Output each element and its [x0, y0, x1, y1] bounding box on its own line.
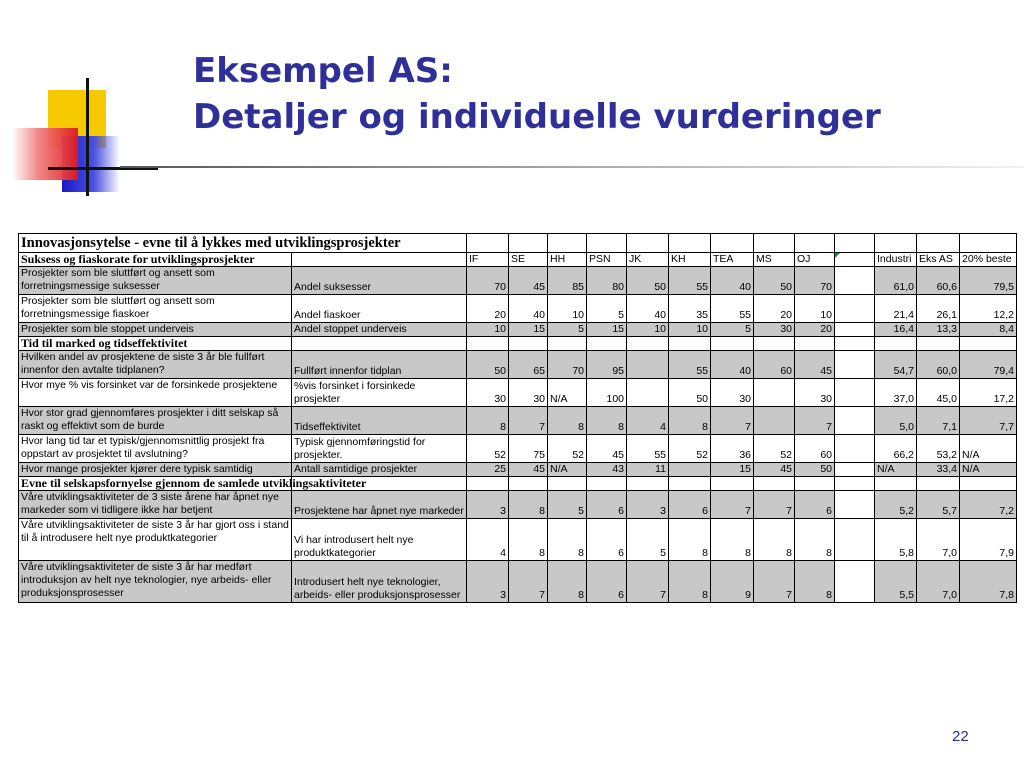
- bench-value-cell: 13,3: [917, 323, 960, 337]
- column-header: TEA: [711, 253, 754, 267]
- empty-cell: [835, 234, 875, 253]
- empty-cell: [587, 337, 627, 351]
- column-header: PSN: [587, 253, 627, 267]
- empty-cell: [711, 337, 754, 351]
- empty-cell: [960, 337, 1017, 351]
- empty-cell: [795, 477, 835, 491]
- slide-title-line2: Detaljer og individuelle vurderinger: [193, 97, 881, 137]
- bench-value-cell: 54,7: [875, 351, 917, 379]
- column-header: SE: [509, 253, 548, 267]
- value-cell: 60: [754, 351, 795, 379]
- value-cell: 8: [669, 407, 711, 435]
- value-cell: 50: [754, 267, 795, 295]
- value-cell: 15: [587, 323, 627, 337]
- bench-value-cell: 79,5: [960, 267, 1017, 295]
- separator-cell: [835, 407, 875, 435]
- separator-cell: [835, 267, 875, 295]
- value-cell: 36: [711, 435, 754, 463]
- value-cell: 30: [795, 379, 835, 407]
- section-header-row: [19, 337, 1017, 351]
- value-cell: 8: [467, 407, 509, 435]
- empty-cell: [669, 337, 711, 351]
- measure-cell: Typisk gjennomføringstid for prosjekter.: [292, 435, 467, 463]
- value-cell: 75: [509, 435, 548, 463]
- empty-cell: [509, 337, 548, 351]
- question-cell: Hvor stor grad gjennomføres prosjekter i ditt selskap så raskt og effektivt som de burde: [19, 407, 292, 435]
- bench-value-cell: 16,4: [875, 323, 917, 337]
- logo-vertical-line: [86, 78, 89, 196]
- value-cell: 7: [627, 561, 669, 603]
- value-cell: 95: [587, 351, 627, 379]
- value-cell: 11: [627, 463, 669, 477]
- value-cell: 45: [754, 463, 795, 477]
- value-cell: 8: [669, 561, 711, 603]
- value-cell: 20: [467, 295, 509, 323]
- value-cell: 40: [711, 351, 754, 379]
- bench-value-cell: 66,2: [875, 435, 917, 463]
- separator-cell: [835, 323, 875, 337]
- table-row: [19, 491, 1017, 519]
- separator-cell: [835, 379, 875, 407]
- question-cell: Våre utviklingsaktiviteter de siste 3 år har medført introduksjon av helt nye teknologier, nye arbeids- eller produksjonsprosesser: [19, 561, 292, 603]
- bench-value-cell: 7,9: [960, 519, 1017, 561]
- bench-value-cell: 60,6: [917, 267, 960, 295]
- logo-red-square: [12, 128, 78, 180]
- question-cell: Prosjekter som ble stoppet underveis: [19, 323, 292, 337]
- value-cell: 7: [509, 407, 548, 435]
- bench-column-header: Industri: [875, 253, 917, 267]
- empty-cell: [835, 337, 875, 351]
- value-cell: 5: [548, 491, 587, 519]
- empty-cell: [467, 337, 509, 351]
- value-cell: 70: [467, 267, 509, 295]
- value-cell: 52: [548, 435, 587, 463]
- value-cell: 45: [509, 463, 548, 477]
- bench-value-cell: 7,0: [917, 519, 960, 561]
- value-cell: 8: [669, 519, 711, 561]
- empty-cell: [627, 234, 669, 253]
- table-row: [19, 295, 1017, 323]
- table-title-row: [19, 234, 1017, 253]
- empty-cell: [917, 337, 960, 351]
- bench-value-cell: 5,8: [875, 519, 917, 561]
- value-cell: 40: [627, 295, 669, 323]
- title-divider: [120, 166, 1024, 168]
- bench-value-cell: 37,0: [875, 379, 917, 407]
- value-cell: [627, 351, 669, 379]
- measure-cell: Prosjektene har åpnet nye markeder: [292, 491, 467, 519]
- empty-cell: [960, 477, 1017, 491]
- value-cell: 7: [711, 407, 754, 435]
- value-cell: N/A: [548, 463, 587, 477]
- value-cell: 5: [548, 323, 587, 337]
- value-cell: 8: [548, 561, 587, 603]
- measure-cell: Antall samtidige prosjekter: [292, 463, 467, 477]
- question-cell: Hvor mange prosjekter kjører dere typisk samtidig: [19, 463, 292, 477]
- empty-cell: [548, 337, 587, 351]
- value-cell: 45: [509, 267, 548, 295]
- bench-column-header: Eks AS: [917, 253, 960, 267]
- value-cell: 52: [754, 435, 795, 463]
- page-number: 22: [952, 728, 969, 745]
- value-cell: 8: [711, 519, 754, 561]
- table-row: [19, 463, 1017, 477]
- value-cell: 4: [627, 407, 669, 435]
- value-cell: 52: [669, 435, 711, 463]
- table-row: [19, 407, 1017, 435]
- slide-title-line1: Eksempel AS:: [193, 51, 453, 91]
- value-cell: 80: [587, 267, 627, 295]
- empty-cell: [875, 234, 917, 253]
- value-cell: 40: [711, 267, 754, 295]
- value-cell: 3: [627, 491, 669, 519]
- value-cell: 10: [669, 323, 711, 337]
- value-cell: 7: [795, 407, 835, 435]
- value-cell: 20: [795, 323, 835, 337]
- empty-cell: [917, 234, 960, 253]
- bench-value-cell: 7,1: [917, 407, 960, 435]
- column-header: IF: [467, 253, 509, 267]
- value-cell: 50: [627, 267, 669, 295]
- column-header: OJ: [795, 253, 835, 267]
- value-cell: 10: [795, 295, 835, 323]
- innovation-table: [18, 233, 1017, 603]
- empty-cell: [587, 477, 627, 491]
- measure-cell: Vi har introdusert helt nye produktkategorier: [292, 519, 467, 561]
- bench-value-cell: 5,2: [875, 491, 917, 519]
- empty-cell: [292, 337, 467, 351]
- question-cell: Våre utviklingsaktiviteter de siste 3 år har gjort oss i stand til å introdusere helt nye produktkategorier: [19, 519, 292, 561]
- value-cell: 7: [711, 491, 754, 519]
- value-cell: 55: [669, 267, 711, 295]
- empty-cell: [960, 234, 1017, 253]
- value-cell: 6: [795, 491, 835, 519]
- measure-cell: Andel fiaskoer: [292, 295, 467, 323]
- value-cell: 50: [795, 463, 835, 477]
- bench-value-cell: 17,2: [960, 379, 1017, 407]
- bench-value-cell: 79,4: [960, 351, 1017, 379]
- empty-cell: [875, 477, 917, 491]
- value-cell: 15: [509, 323, 548, 337]
- value-cell: 8: [754, 519, 795, 561]
- value-cell: 3: [467, 561, 509, 603]
- value-cell: 52: [467, 435, 509, 463]
- value-cell: 8: [587, 407, 627, 435]
- empty-cell: [711, 234, 754, 253]
- value-cell: 7: [509, 561, 548, 603]
- value-cell: 50: [669, 379, 711, 407]
- empty-cell: [292, 253, 467, 267]
- empty-cell: [669, 234, 711, 253]
- bench-value-cell: 53,2: [917, 435, 960, 463]
- value-cell: [627, 379, 669, 407]
- empty-cell: [795, 337, 835, 351]
- empty-cell: [835, 477, 875, 491]
- value-cell: 20: [754, 295, 795, 323]
- table-row: [19, 379, 1017, 407]
- value-cell: 6: [587, 519, 627, 561]
- value-cell: 15: [711, 463, 754, 477]
- empty-cell: [754, 477, 795, 491]
- bench-value-cell: 7,0: [917, 561, 960, 603]
- question-cell: Hvilken andel av prosjektene de siste 3 år ble fullført innenfor den avtalte tidplanen?: [19, 351, 292, 379]
- value-cell: 4: [467, 519, 509, 561]
- measure-cell: %vis forsinket i forsinkede prosjekter: [292, 379, 467, 407]
- table-row: [19, 435, 1017, 463]
- bench-value-cell: 45,0: [917, 379, 960, 407]
- empty-cell: [548, 477, 587, 491]
- table-row: [19, 323, 1017, 337]
- value-cell: [754, 379, 795, 407]
- question-cell: Våre utviklingsaktiviteter de 3 siste årene har åpnet nye markeder som vi tidligere ikke har betjent: [19, 491, 292, 519]
- bench-value-cell: N/A: [875, 463, 917, 477]
- value-cell: 30: [754, 323, 795, 337]
- separator-cell: [835, 519, 875, 561]
- measure-cell: Tidseffektivitet: [292, 407, 467, 435]
- empty-cell: [917, 477, 960, 491]
- value-cell: 8: [509, 491, 548, 519]
- empty-cell: [509, 234, 548, 253]
- table-row: [19, 519, 1017, 561]
- column-header: HH: [548, 253, 587, 267]
- empty-cell: [754, 234, 795, 253]
- bench-value-cell: 21,4: [875, 295, 917, 323]
- empty-cell: [627, 337, 669, 351]
- logo-decoration: [0, 60, 160, 200]
- value-cell: 30: [509, 379, 548, 407]
- empty-cell: [795, 234, 835, 253]
- value-cell: 30: [711, 379, 754, 407]
- bench-column-header: 20% beste: [960, 253, 1017, 267]
- section-title: Suksess og fiaskorate for utviklingsprosjekter: [19, 253, 292, 267]
- value-cell: 7: [754, 491, 795, 519]
- section-title: Tid til marked og tidseffektivitet: [19, 337, 292, 351]
- separator-cell: [835, 491, 875, 519]
- value-cell: 43: [587, 463, 627, 477]
- column-header: MS: [754, 253, 795, 267]
- value-cell: 8: [548, 519, 587, 561]
- value-cell: 40: [509, 295, 548, 323]
- measure-cell: Andel suksesser: [292, 267, 467, 295]
- value-cell: 55: [627, 435, 669, 463]
- value-cell: 5: [627, 519, 669, 561]
- empty-cell: [711, 477, 754, 491]
- question-cell: Prosjekter som ble sluttført og ansett som forretningsmessige suksesser: [19, 267, 292, 295]
- value-cell: 55: [711, 295, 754, 323]
- empty-cell: [835, 253, 875, 267]
- value-cell: 65: [509, 351, 548, 379]
- value-cell: 35: [669, 295, 711, 323]
- value-cell: 6: [587, 561, 627, 603]
- empty-cell: [467, 234, 509, 253]
- bench-value-cell: 5,0: [875, 407, 917, 435]
- column-header: JK: [627, 253, 669, 267]
- separator-cell: [835, 351, 875, 379]
- empty-cell: [669, 477, 711, 491]
- bench-value-cell: 7,2: [960, 491, 1017, 519]
- bench-value-cell: 7,7: [960, 407, 1017, 435]
- value-cell: N/A: [548, 379, 587, 407]
- empty-cell: [467, 477, 509, 491]
- value-cell: 10: [627, 323, 669, 337]
- empty-cell: [875, 337, 917, 351]
- value-cell: 5: [711, 323, 754, 337]
- question-cell: Hvor mye % vis forsinket var de forsinkede prosjektene: [19, 379, 292, 407]
- bench-value-cell: 61,0: [875, 267, 917, 295]
- value-cell: 60: [795, 435, 835, 463]
- value-cell: 50: [467, 351, 509, 379]
- value-cell: 8: [795, 561, 835, 603]
- table-row: [19, 561, 1017, 603]
- value-cell: 10: [467, 323, 509, 337]
- bench-value-cell: 5,5: [875, 561, 917, 603]
- bench-value-cell: 60,0: [917, 351, 960, 379]
- value-cell: 6: [669, 491, 711, 519]
- separator-cell: [835, 463, 875, 477]
- measure-cell: Andel stoppet underveis: [292, 323, 467, 337]
- empty-cell: [754, 337, 795, 351]
- question-cell: Prosjekter som ble sluttført og ansett som forretningsmessige fiaskoer: [19, 295, 292, 323]
- empty-cell: [548, 234, 587, 253]
- value-cell: 55: [669, 351, 711, 379]
- value-cell: 3: [467, 491, 509, 519]
- value-cell: 10: [548, 295, 587, 323]
- table-row: [19, 267, 1017, 295]
- value-cell: 45: [587, 435, 627, 463]
- slide-title: [193, 48, 881, 140]
- section-header-row: [19, 477, 1017, 491]
- value-cell: 70: [795, 267, 835, 295]
- value-cell: 25: [467, 463, 509, 477]
- bench-value-cell: 26,1: [917, 295, 960, 323]
- value-cell: 6: [587, 491, 627, 519]
- value-cell: 9: [711, 561, 754, 603]
- value-cell: 30: [467, 379, 509, 407]
- measure-cell: Fullført innenfor tidplan: [292, 351, 467, 379]
- section-title: Evne til selskapsfornyelse gjennom de samlede utviklingsaktiviteter: [19, 477, 292, 491]
- value-cell: 8: [795, 519, 835, 561]
- bench-value-cell: N/A: [960, 463, 1017, 477]
- question-cell: Hvor lang tid tar et typisk/gjennomsnittlig prosjekt fra oppstart av prosjektet til avslutning?: [19, 435, 292, 463]
- section-header-row: [19, 253, 1017, 267]
- value-cell: 70: [548, 351, 587, 379]
- value-cell: [754, 407, 795, 435]
- separator-cell: [835, 561, 875, 603]
- bench-value-cell: 33,4: [917, 463, 960, 477]
- measure-cell: Introdusert helt nye teknologier, arbeids- eller produksjonsprosesser: [292, 561, 467, 603]
- separator-cell: [835, 435, 875, 463]
- bench-value-cell: 12,2: [960, 295, 1017, 323]
- bench-value-cell: N/A: [960, 435, 1017, 463]
- empty-cell: [509, 477, 548, 491]
- bench-value-cell: 7,8: [960, 561, 1017, 603]
- bench-value-cell: 8,4: [960, 323, 1017, 337]
- value-cell: 8: [509, 519, 548, 561]
- empty-cell: [627, 477, 669, 491]
- column-header: KH: [669, 253, 711, 267]
- value-cell: 100: [587, 379, 627, 407]
- bench-value-cell: 5,7: [917, 491, 960, 519]
- separator-cell: [835, 295, 875, 323]
- table-title: Innovasjonsytelse - evne til å lykkes med utviklingsprosjekter: [19, 234, 467, 253]
- value-cell: 45: [795, 351, 835, 379]
- value-cell: 85: [548, 267, 587, 295]
- value-cell: 8: [548, 407, 587, 435]
- table-row: [19, 351, 1017, 379]
- value-cell: [669, 463, 711, 477]
- value-cell: 5: [587, 295, 627, 323]
- value-cell: 7: [754, 561, 795, 603]
- empty-cell: [587, 234, 627, 253]
